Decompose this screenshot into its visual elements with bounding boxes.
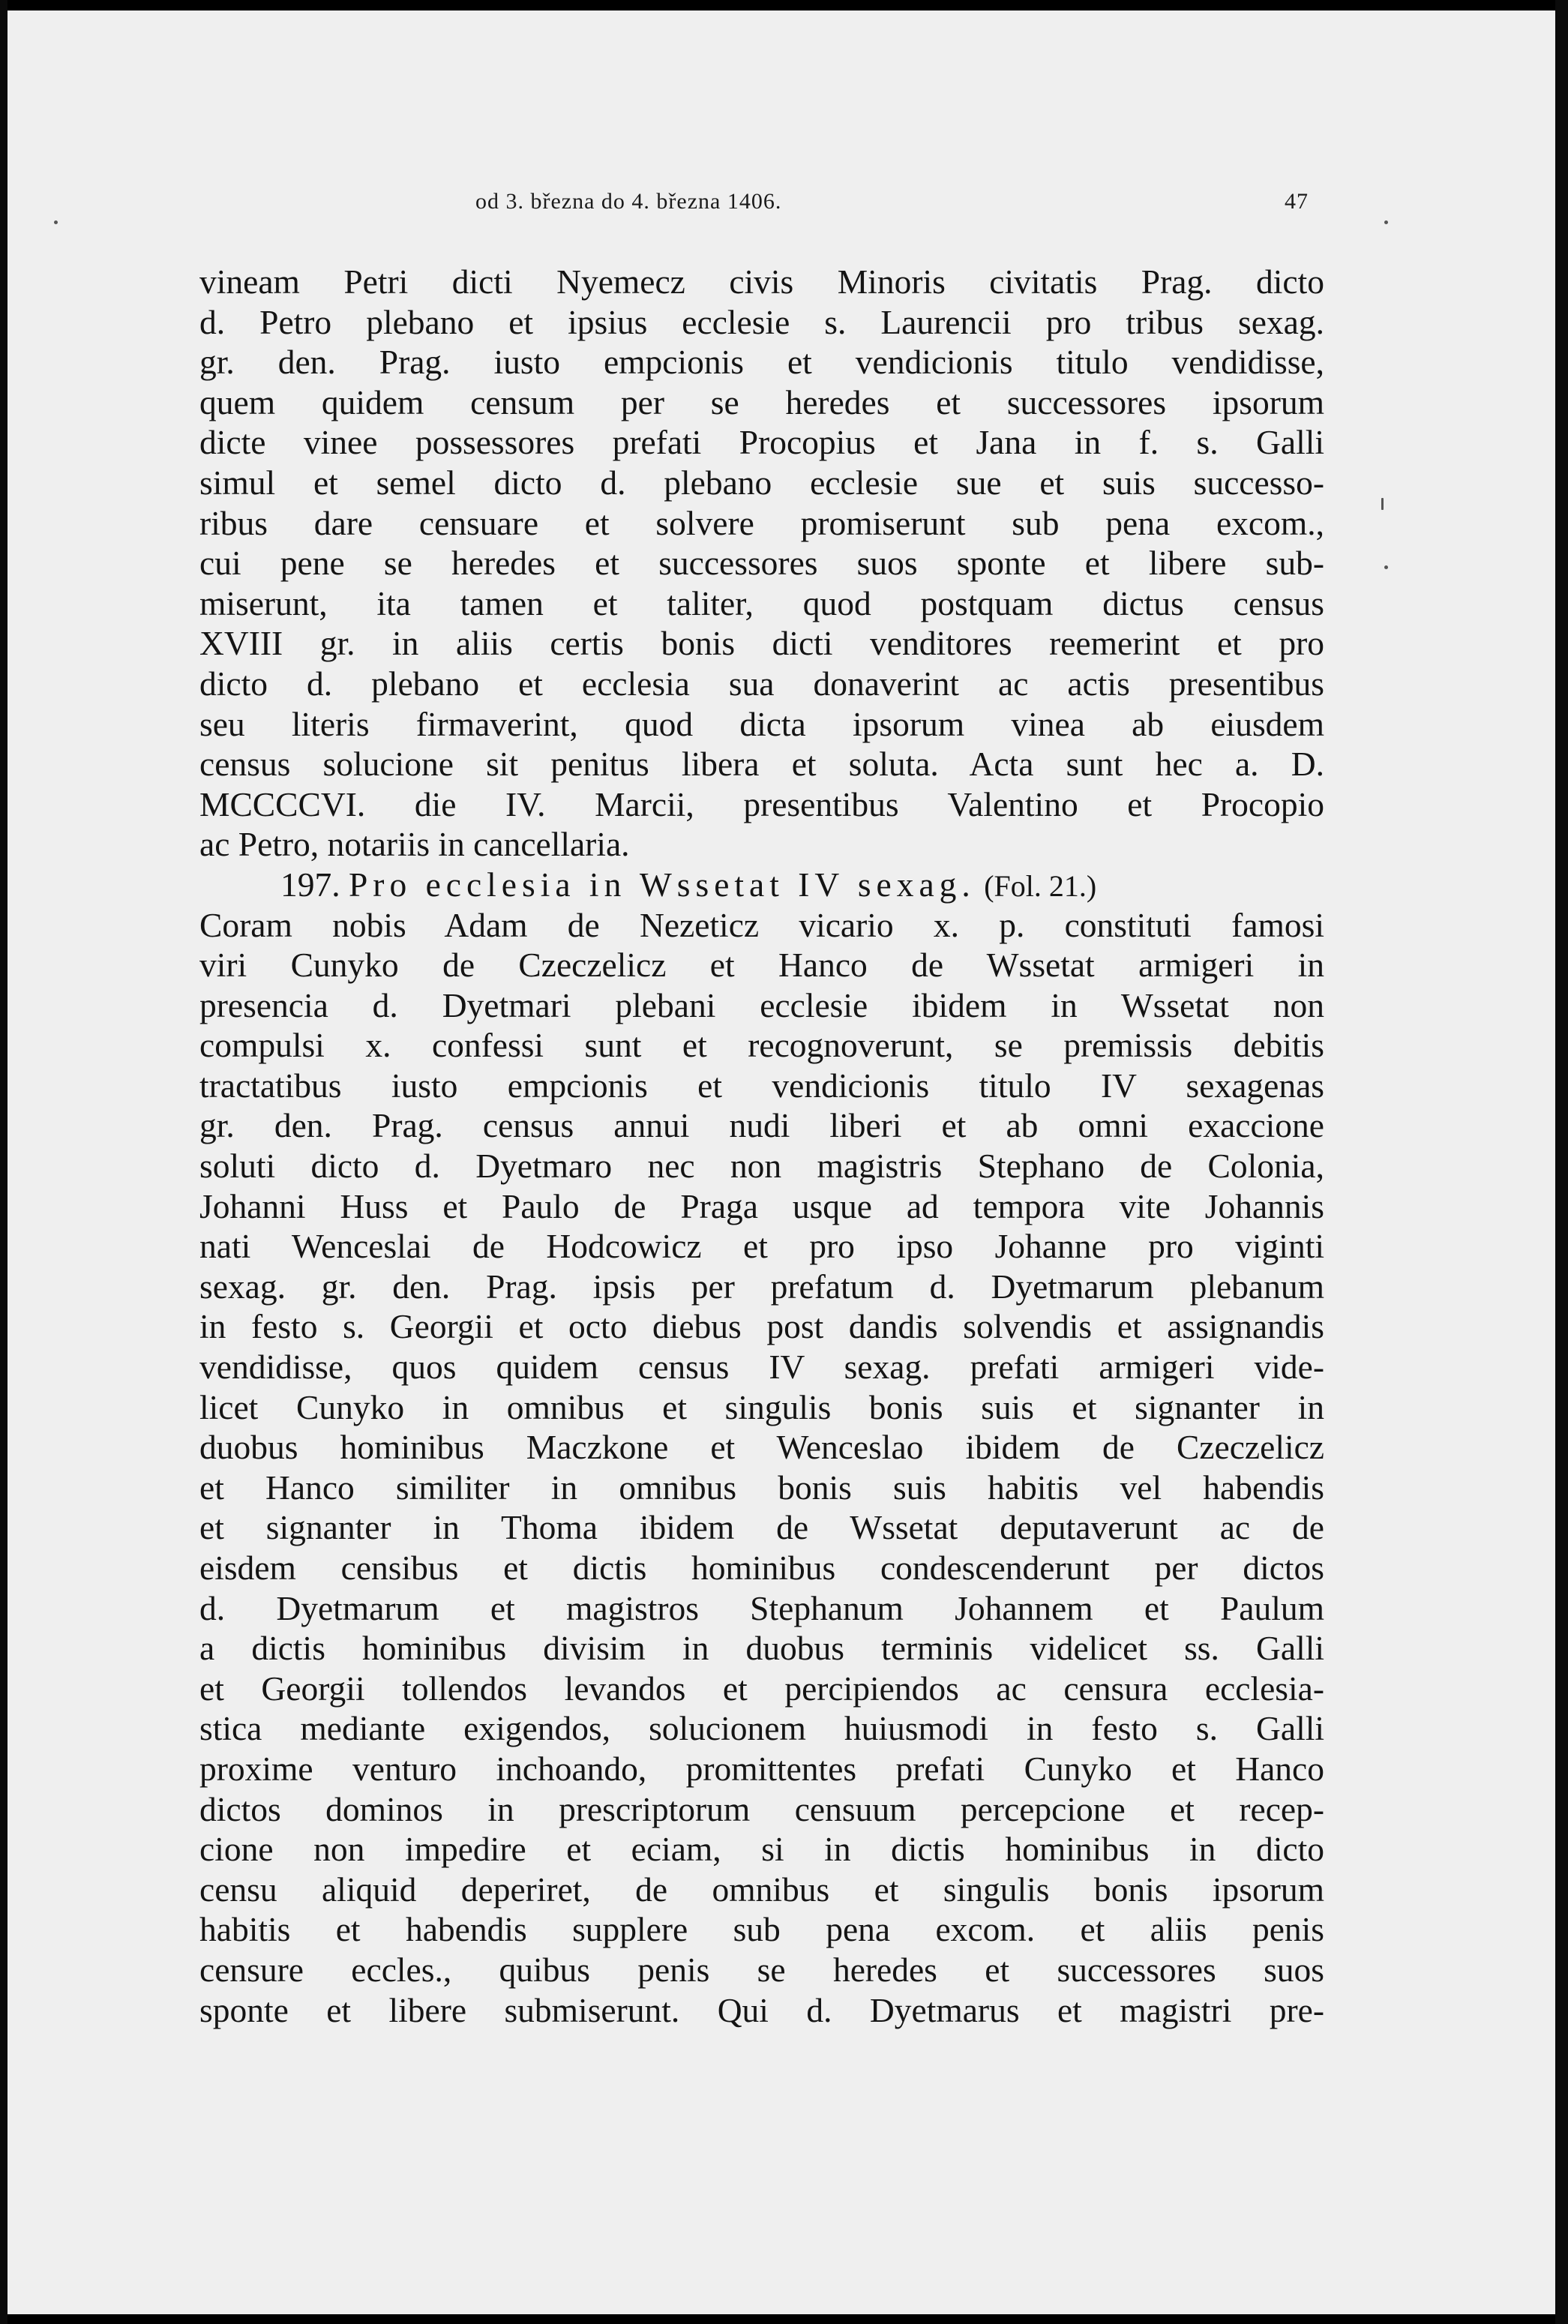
scan-speck xyxy=(1384,565,1388,569)
text-line: Coram nobis Adam de Nezeticz vicario x. p. constituti famosi xyxy=(199,905,1324,944)
text-line: licet Cunyko in omnibus et singulis bonis suis et signanter in xyxy=(199,1387,1324,1426)
text-line: a dictis hominibus divisim in duobus terminis videlicet ss. Galli xyxy=(199,1629,1324,1668)
text-line: simul et semel dicto d. plebano ecclesie sue et suis successo- xyxy=(199,463,1324,502)
text-line: dicte vinee possessores prefati Procopius et Jana in f. s. Galli xyxy=(199,423,1324,462)
scan-left-edge xyxy=(0,0,7,2324)
text-line: Johanni Huss et Paulo de Praga usque ad tempora vite Johannis xyxy=(199,1186,1324,1225)
body-text xyxy=(199,262,1324,2030)
text-line: d. Dyetmarum et magistros Stephanum Johannem et Paulum xyxy=(199,1588,1324,1627)
text-line: cui pene se heredes et successores suos sponte et libere sub- xyxy=(199,544,1324,583)
text-line: et Georgii tollendos levandos et percipiendos ac censura ecclesia- xyxy=(199,1669,1324,1708)
text-line: dicto d. plebano et ecclesia sua donaverint ac actis presentibus xyxy=(199,664,1324,703)
text-line: proxime venturo inchoando, promittentes prefati Cunyko et Hanco xyxy=(199,1749,1324,1788)
text-line: censure eccles., quibus penis se heredes et successores suos xyxy=(199,1950,1324,1989)
text-line: presencia d. Dyetmari plebani ecclesie ibidem in Wssetat non xyxy=(199,985,1324,1024)
text-line: compulsi x. confessi sunt et recognoverunt, se premissis debitis xyxy=(199,1026,1324,1065)
text-line: cione non impedire et eciam, si in dictis hominibus in dicto xyxy=(199,1830,1324,1869)
text-line: dictos dominos in prescriptorum censuum percepcione et recep- xyxy=(199,1789,1324,1828)
text-line: censu aliquid deperiret, de omnibus et singulis bonis ipsorum xyxy=(199,1870,1324,1909)
folio-reference: (Fol. 21.) xyxy=(984,868,1097,903)
text-line: miserunt, ita tamen et taliter, quod postquam dictus census xyxy=(199,583,1324,622)
book-page xyxy=(7,10,1555,2314)
text-line: vendidisse, quos quidem census IV sexag. prefati armigeri vide- xyxy=(199,1348,1324,1387)
text-line: XVIII gr. in aliis certis bonis dicti venditores reemerint et pro xyxy=(199,624,1324,663)
text-line: viri Cunyko de Czeczelicz et Hanco de Wssetat armigeri in xyxy=(199,946,1324,985)
text-line: seu literis firmaverint, quod dicta ipsorum vinea ab eiusdem xyxy=(199,704,1324,743)
text-line: d. Petro plebano et ipsius ecclesie s. Laurencii pro tribus sexag. xyxy=(199,302,1324,341)
entry-heading xyxy=(199,865,1324,905)
text-line: nati Wenceslai de Hodcowicz et pro ipso Johanne pro viginti xyxy=(199,1227,1324,1266)
entry-number: 197. xyxy=(280,865,340,904)
text-line: sponte et libere submiserunt. Qui d. Dyetmarus et magistri pre- xyxy=(199,1990,1324,2029)
running-head-title: od 3. března do 4. března 1406. xyxy=(475,189,782,214)
text-line: gr. den. Prag. iusto empcionis et vendicionis titulo vendidisse, xyxy=(199,343,1324,382)
text-line: et signanter in Thoma ibidem de Wssetat deputaverunt ac de xyxy=(199,1508,1324,1547)
scan-speck xyxy=(1381,498,1384,510)
text-line: MCCCCVI. die IV. Marcii, presentibus Valentino et Procopio xyxy=(199,784,1324,823)
text-line: et Hanco similiter in omnibus bonis suis habitis vel habendis xyxy=(199,1468,1324,1507)
entry-title: Pro ecclesia in Wssetat IV sexag. xyxy=(349,865,976,904)
text-line: vineam Petri dicti Nyemecz civis Minoris civitatis Prag. dicto xyxy=(199,262,1324,301)
text-line: habitis et habendis supplere sub pena excom. et aliis penis xyxy=(199,1910,1324,1949)
text-line: sexag. gr. den. Prag. ipsis per prefatum d. Dyetmarum plebanum xyxy=(199,1267,1324,1306)
text-line: census solucione sit penitus libera et soluta. Acta sunt hec a. D. xyxy=(199,745,1324,784)
text-line: quem quidem censum per se heredes et successores ipsorum xyxy=(199,382,1324,421)
page-number: 47 xyxy=(1285,189,1309,214)
text-line: eisdem censibus et dictis hominibus condescenderunt per dictos xyxy=(199,1549,1324,1587)
text-line: in festo s. Georgii et octo diebus post dandis solvendis et assignandis xyxy=(199,1307,1324,1346)
scan-speck xyxy=(54,220,58,224)
text-line: ribus dare censuare et solvere promiserunt sub pena excom., xyxy=(199,503,1324,542)
scan-right-edge xyxy=(1555,0,1568,2324)
text-line: gr. den. Prag. census annui nudi liberi et ab omni exaccione xyxy=(199,1106,1324,1145)
text-line: duobus hominibus Maczkone et Wenceslao ibidem de Czeczelicz xyxy=(199,1428,1324,1467)
scan-speck xyxy=(1384,220,1388,224)
text-line: tractatibus iusto empcionis et vendicionis titulo IV sexagenas xyxy=(199,1066,1324,1105)
text-line: stica mediante exigendos, solucionem huiusmodi in festo s. Galli xyxy=(199,1709,1324,1748)
running-head xyxy=(199,189,1324,226)
text-line: ac Petro, notariis in cancellaria. xyxy=(199,825,630,864)
text-line: soluti dicto d. Dyetmaro nec non magistris Stephano de Colonia, xyxy=(199,1147,1324,1186)
